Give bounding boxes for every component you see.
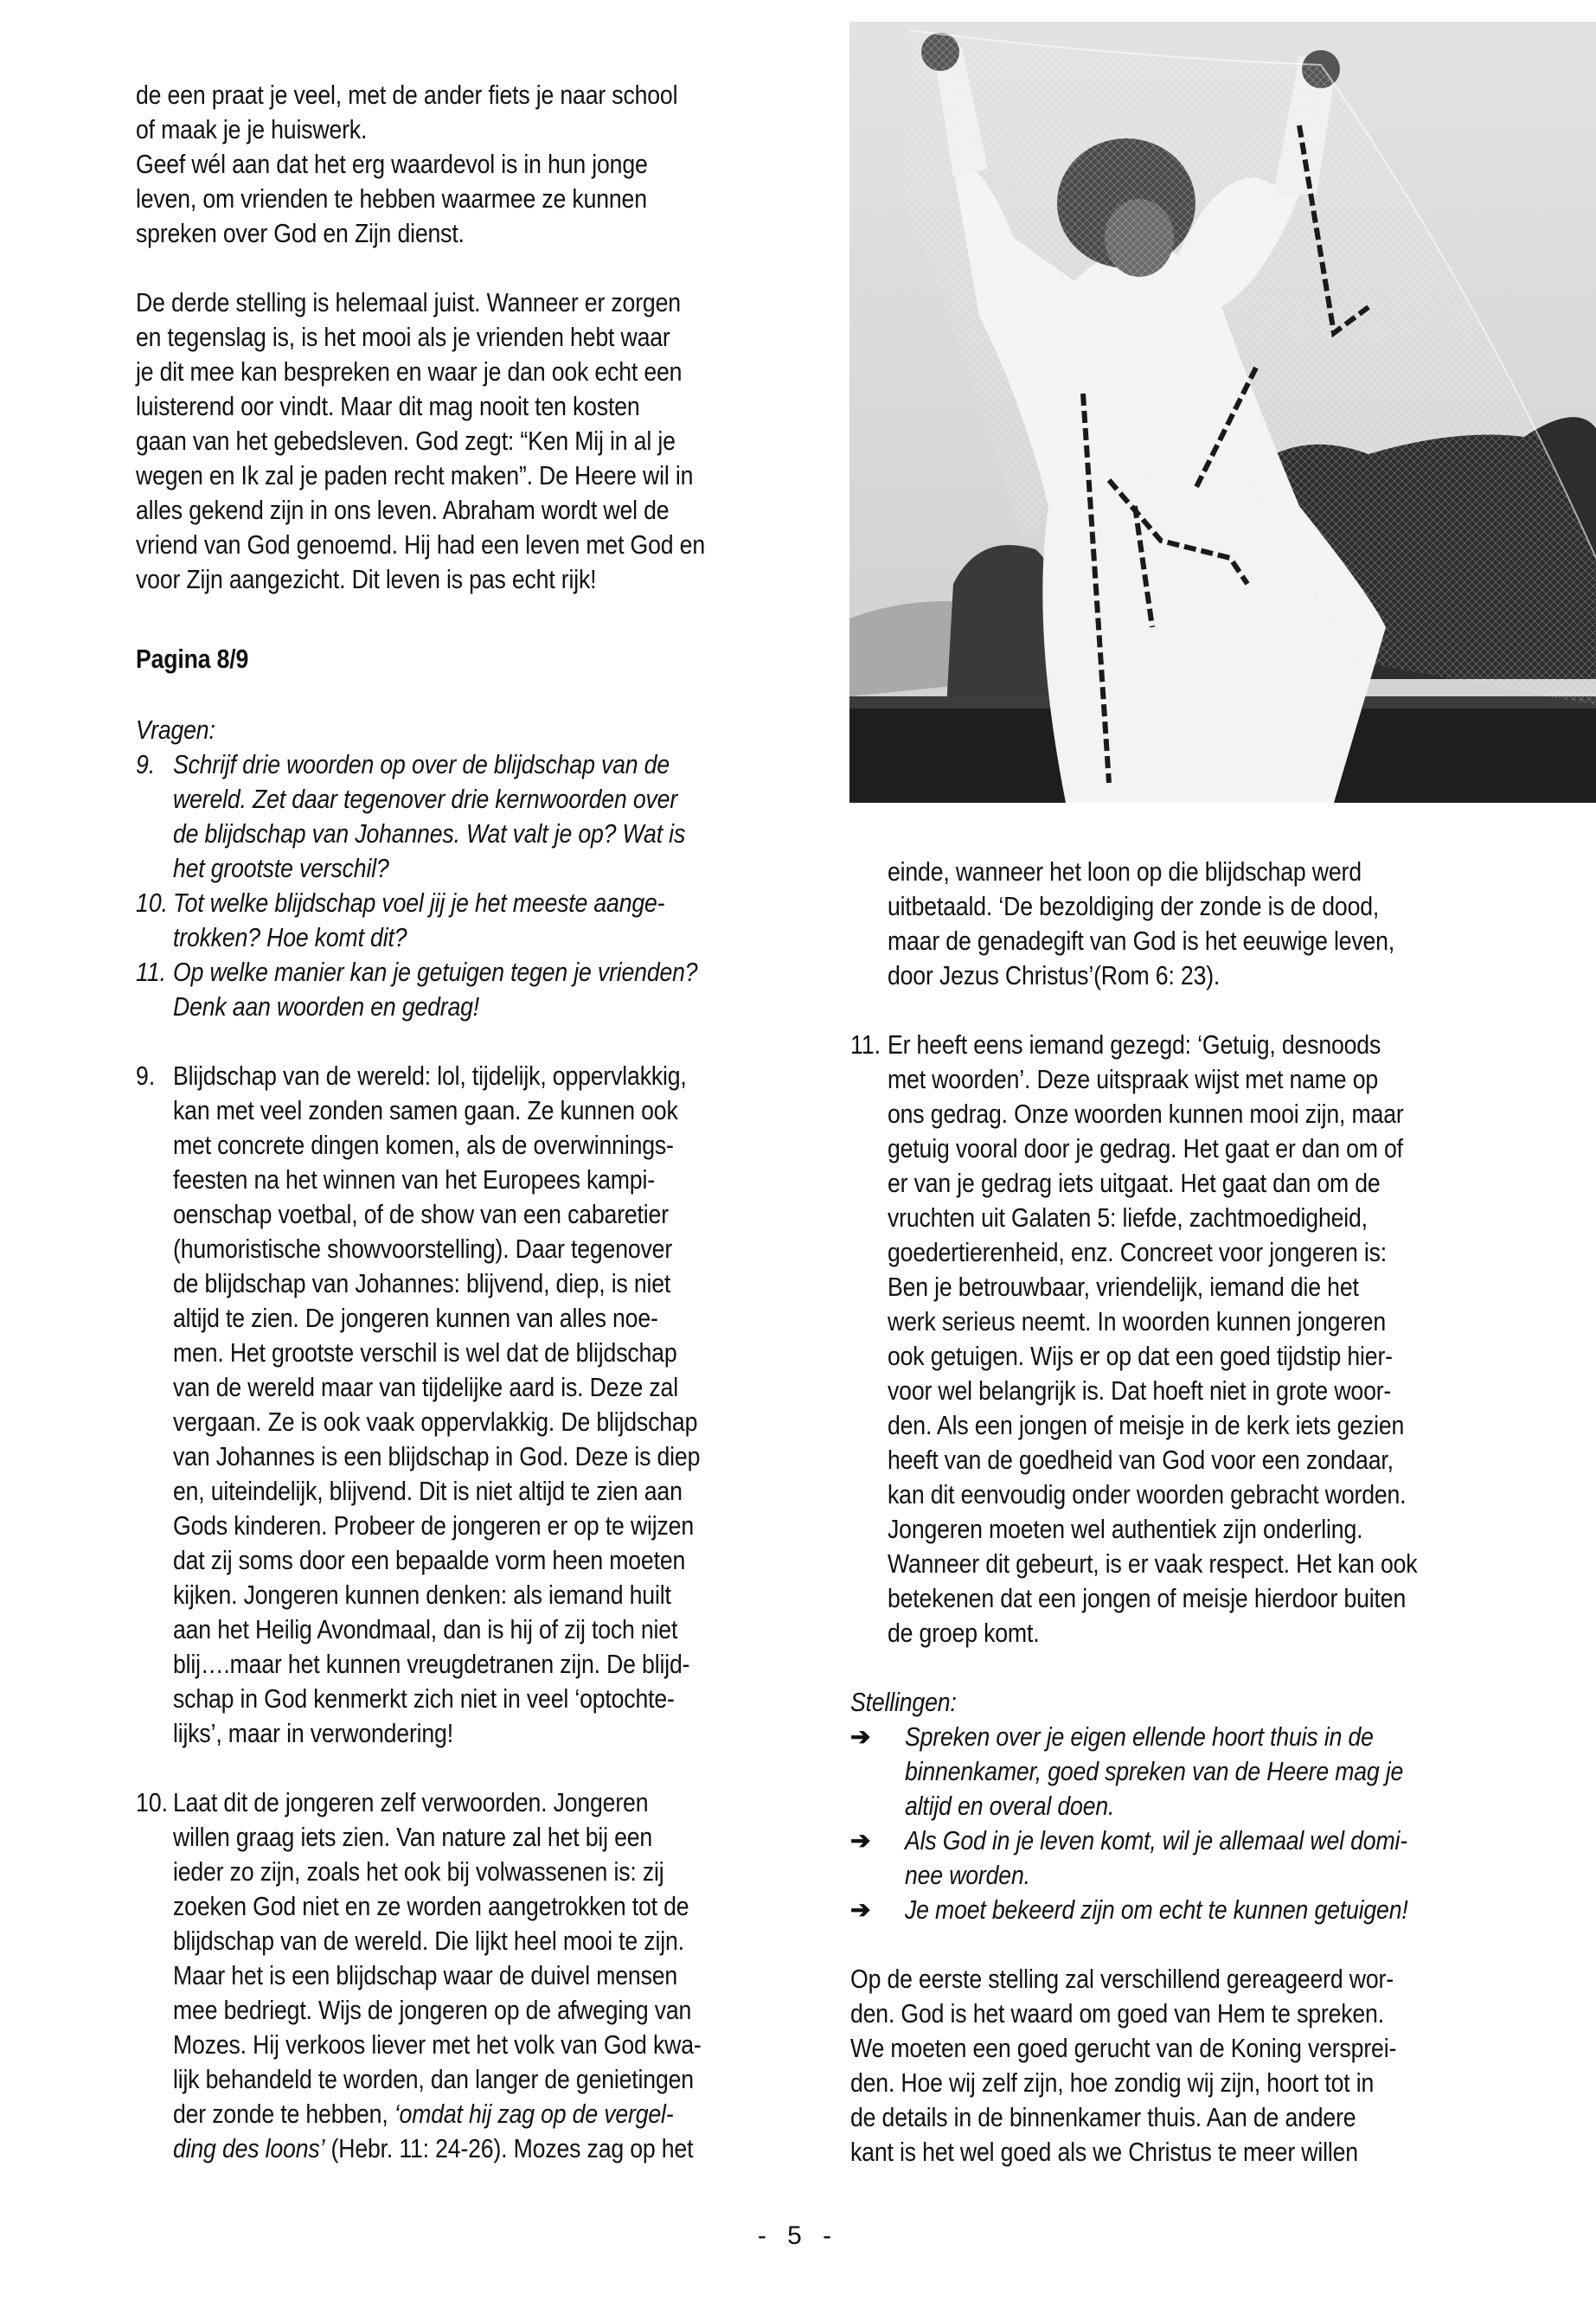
- fisherman-net-photo: [849, 22, 1596, 803]
- closing-paragraph: [850, 1962, 1568, 2170]
- text-line: ook getuigen. Wijs er op dat een goed tijdstip hier-: [888, 1341, 1393, 1371]
- text-line: van de wereld maar van tijdelijke aard is. Deze zal: [173, 1372, 678, 1402]
- text-line: blijdschap van de wereld. Die lijkt heel mooi te zijn.: [173, 1926, 684, 1956]
- text-line: goedertierenheid, enz. Concreet voor jongeren is:: [888, 1237, 1387, 1267]
- text-line: nee worden.: [905, 1860, 1030, 1890]
- text-line: blij….maar het kunnen vreugdetranen zijn. De blijd-: [173, 1649, 690, 1679]
- text-line: men. Het grootste verschil is wel dat de blijdschap: [173, 1337, 677, 1368]
- text-line: Op welke manier kan je getuigen tegen je vrienden?: [173, 957, 698, 987]
- text-line: altijd te zien. De jongeren kunnen van alles noe-: [173, 1303, 658, 1333]
- answer-10-continuation: [888, 855, 1568, 993]
- text-line: Maar het is een blijdschap waar de duivel mensen: [173, 1960, 678, 1990]
- arrow-right-icon: ➔: [850, 1827, 871, 1854]
- text-line: ding des loons’ (Hebr. 11: 24-26). Mozes zag op het: [173, 2133, 694, 2163]
- photo-illustration: [849, 22, 1596, 803]
- statements-list: [850, 1720, 1568, 1927]
- text-line: vriend van God genoemd. Hij had een leven met God en: [136, 529, 705, 560]
- page-number: - 5 -: [757, 2221, 839, 2250]
- text-line: willen graag iets zien. Van nature zal het bij een: [173, 1822, 653, 1852]
- text-line: dat zij soms door een bepaalde vorm heen moeten: [173, 1545, 686, 1575]
- text-line: door Jezus Christus’(Rom 6: 23).: [888, 960, 1221, 990]
- statement-item: [850, 1823, 1568, 1893]
- text-line: vergaan. Ze is ook vaak oppervlakkig. De blijdschap: [173, 1407, 698, 1437]
- text-line: de details in de binnenkamer thuis. Aan de andere: [850, 2102, 1356, 2132]
- text-line: ons gedrag. Onze woorden kunnen mooi zijn, maar: [888, 1099, 1404, 1129]
- text-line: den. Hoe wij zelf zijn, hoe zondig wij zijn, hoort tot in: [850, 2067, 1375, 2098]
- text-line: mee bedriegt. Wijs de jongeren op de afweging van: [173, 1995, 692, 2025]
- text-line: feesten na het winnen van het Europees kampi-: [173, 1164, 655, 1195]
- text-line: Laat dit de jongeren zelf verwoorden. Jongeren: [173, 1787, 649, 1817]
- text-line: We moeten een goed gerucht van de Koning versprei-: [850, 2033, 1397, 2063]
- answer-item: [136, 1785, 828, 2166]
- text-line: met woorden’. Deze uitspraak wijst met name op: [888, 1064, 1379, 1094]
- answer-item: [850, 1028, 1568, 1650]
- arrow-right-icon: ➔: [850, 1723, 871, 1750]
- text-line: Mozes. Hij verkoos liever met het volk van God kwa-: [173, 2029, 702, 2060]
- text-line: en, uiteindelijk, blijvend. Dit is niet altijd te zien aan: [173, 1476, 683, 1506]
- text-line: schap in God kenmerkt zich niet in veel ‘optochte-: [173, 1683, 675, 1714]
- question-number: 10.: [136, 888, 169, 918]
- text-line: einde, wanneer het loon op die blijdschap werd: [888, 856, 1362, 887]
- text-line: binnenkamer, goed spreken van de Heere mag je: [905, 1756, 1404, 1786]
- text-line: Geef wél aan dat het erg waardevol is in hun jonge: [136, 149, 648, 179]
- bible-quote: ding des loons’: [173, 2133, 325, 2163]
- text-line: lijk behandeld te worden, dan langer de genietingen: [173, 2064, 694, 2094]
- text-line: Blijdschap van de wereld: lol, tijdelijk, oppervlakkig,: [173, 1061, 687, 1091]
- text-line: Er heeft eens iemand gezegd: ‘Getuig, desnoods: [888, 1029, 1381, 1060]
- right-column: [850, 855, 1568, 2170]
- text-line: Gods kinderen. Probeer de jongeren er op te wijzen: [173, 1510, 694, 1541]
- text-line: kant is het wel goed als we Christus te meer willen: [850, 2137, 1358, 2167]
- third-statement-paragraph: [136, 285, 828, 597]
- text-line: (humoristische showvoorstelling). Daar tegenover: [173, 1234, 673, 1264]
- text-line: ieder zo zijn, zoals het ook bij volwassenen is: zij: [173, 1856, 664, 1887]
- text-line: Spreken over je eigen ellende hoort thuis in de: [905, 1721, 1374, 1752]
- text-line: wegen en Ik zal je paden recht maken”. De Heere wil in: [136, 460, 694, 490]
- text-line: gaan van het gebedsleven. God zegt: “Ken Mij in al je: [136, 426, 676, 456]
- statement-item: [850, 1720, 1568, 1823]
- statement-item: [850, 1893, 1568, 1927]
- text-line: Tot welke blijdschap voel jij je het meeste aange-: [173, 888, 665, 918]
- text-line: zoeken God niet en ze worden aangetrokken tot de: [173, 1891, 689, 1921]
- text-line: luisterend oor vindt. Maar dit mag nooit ten kosten: [136, 391, 640, 421]
- answer-number: 10.: [136, 1787, 169, 1817]
- question-number: 9.: [136, 749, 156, 779]
- text-line: betekenen dat een jongen of meisje hierdoor buiten: [888, 1583, 1407, 1613]
- text-line: kijken. Jongeren kunnen denken: als iemand huilt: [173, 1580, 671, 1610]
- text-line: en tegenslag is, is het mooi als je vrienden hebt waar: [136, 322, 670, 352]
- question-item: [136, 886, 828, 955]
- text-line: altijd en overal doen.: [905, 1791, 1115, 1821]
- text-line: den. God is het waard om goed van Hem te spreken.: [850, 1998, 1384, 2029]
- text-line: met concrete dingen komen, als de overwinnings-: [173, 1130, 674, 1160]
- text-line: vruchten uit Galaten 5: liefde, zachtmoedigheid,: [888, 1202, 1368, 1233]
- bible-quote: ‘omdat hij zag op de vergel-: [394, 2099, 674, 2129]
- text-line: werk serieus neemt. In woorden kunnen jongeren: [888, 1306, 1386, 1336]
- text-line: Jongeren moeten wel authentiek zijn onderling.: [888, 1514, 1363, 1544]
- text-line: of maak je je huiswerk.: [136, 114, 368, 144]
- text-line: lijks’, maar in verwondering!: [173, 1718, 453, 1748]
- text-line: kan dit eenvoudig onder woorden gebracht worden.: [888, 1479, 1407, 1509]
- text-line: oenschap voetbal, of de show van een cabaretier: [173, 1199, 669, 1229]
- text-line: het grootste verschil?: [173, 853, 389, 883]
- intro-paragraph: [136, 78, 828, 251]
- text-line: Ben je betrouwbaar, vriendelijk, iemand die het: [888, 1272, 1359, 1302]
- text-line: der zonde te hebben, ‘omdat hij zag op de vergel-: [173, 2099, 674, 2129]
- question-item: [136, 747, 828, 886]
- text-line: alles gekend zijn in ons leven. Abraham wordt wel de: [136, 495, 670, 525]
- text-line: van Johannes is een blijdschap in God. Deze is diep: [173, 1441, 701, 1471]
- arrow-right-icon: ➔: [850, 1896, 871, 1923]
- text-line: trokken? Hoe komt dit?: [173, 922, 407, 952]
- text-line: wereld. Zet daar tegenover drie kernwoorden over: [173, 784, 678, 814]
- text-line: de groep komt.: [888, 1618, 1040, 1648]
- questions-label: Vragen:: [136, 715, 215, 745]
- text-line: de een praat je veel, met de ander fiets je naar school: [136, 80, 678, 110]
- text-line: leven, om vrienden te hebben waarmee ze kunnen: [136, 183, 647, 214]
- text-line: kan met veel zonden samen gaan. Ze kunnen ook: [173, 1095, 678, 1125]
- answer-number: 11.: [850, 1029, 881, 1060]
- text-line: Wanneer dit gebeurt, is er vaak respect. Het kan ook: [888, 1548, 1418, 1579]
- text-line: Op de eerste stelling zal verschillend gereageerd wor-: [850, 1964, 1394, 1994]
- answer-item: [136, 1059, 828, 1751]
- text-line: je dit mee kan bespreken en waar je dan ook echt een: [136, 356, 683, 387]
- text-line: voor wel belangrijk is. Dat hoeft niet in grote woor-: [888, 1375, 1392, 1406]
- answer-number: 9.: [136, 1061, 156, 1091]
- text-line: heeft van de goedheid van God voor een zondaar,: [888, 1445, 1394, 1475]
- text-line: Denk aan woorden en gedrag!: [173, 991, 480, 1022]
- question-number: 11.: [136, 957, 167, 987]
- text-line: den. Als een jongen of meisje in de kerk iets gezien: [888, 1410, 1405, 1440]
- text-line: aan het Heilig Avondmaal, dan is hij of zij toch niet: [173, 1614, 678, 1644]
- text-line: Je moet bekeerd zijn om echt te kunnen getuigen!: [905, 1894, 1408, 1925]
- text-line: spreken over God en Zijn dienst.: [136, 218, 465, 248]
- text-line: uitbetaald. ‘De bezoldiging der zonde is de dood,: [888, 891, 1380, 921]
- text-line: voor Zijn aangezicht. Dit leven is pas echt rijk!: [136, 564, 597, 594]
- question-item: [136, 955, 828, 1024]
- text-line: Schrijf drie woorden op over de blijdschap van de: [173, 749, 670, 779]
- left-column: [136, 78, 828, 2166]
- section-heading: Pagina 8/9: [136, 644, 249, 674]
- text-line: Als God in je leven komt, wil je allemaal wel domi-: [905, 1825, 1407, 1856]
- text-line: er van je gedrag iets uitgaat. Het gaat dan om de: [888, 1168, 1381, 1198]
- text-line: maar de genadegift van God is het eeuwige leven,: [888, 926, 1395, 956]
- text-line: de blijdschap van Johannes: blijvend, diep, is niet: [173, 1268, 671, 1298]
- statements-label: Stellingen:: [850, 1687, 957, 1717]
- text-line: getuig vooral door je gedrag. Het gaat er dan om of: [888, 1133, 1403, 1163]
- text-line: de blijdschap van Johannes. Wat valt je op? Wat is: [173, 818, 686, 849]
- text-line: De derde stelling is helemaal juist. Wanneer er zorgen: [136, 287, 681, 317]
